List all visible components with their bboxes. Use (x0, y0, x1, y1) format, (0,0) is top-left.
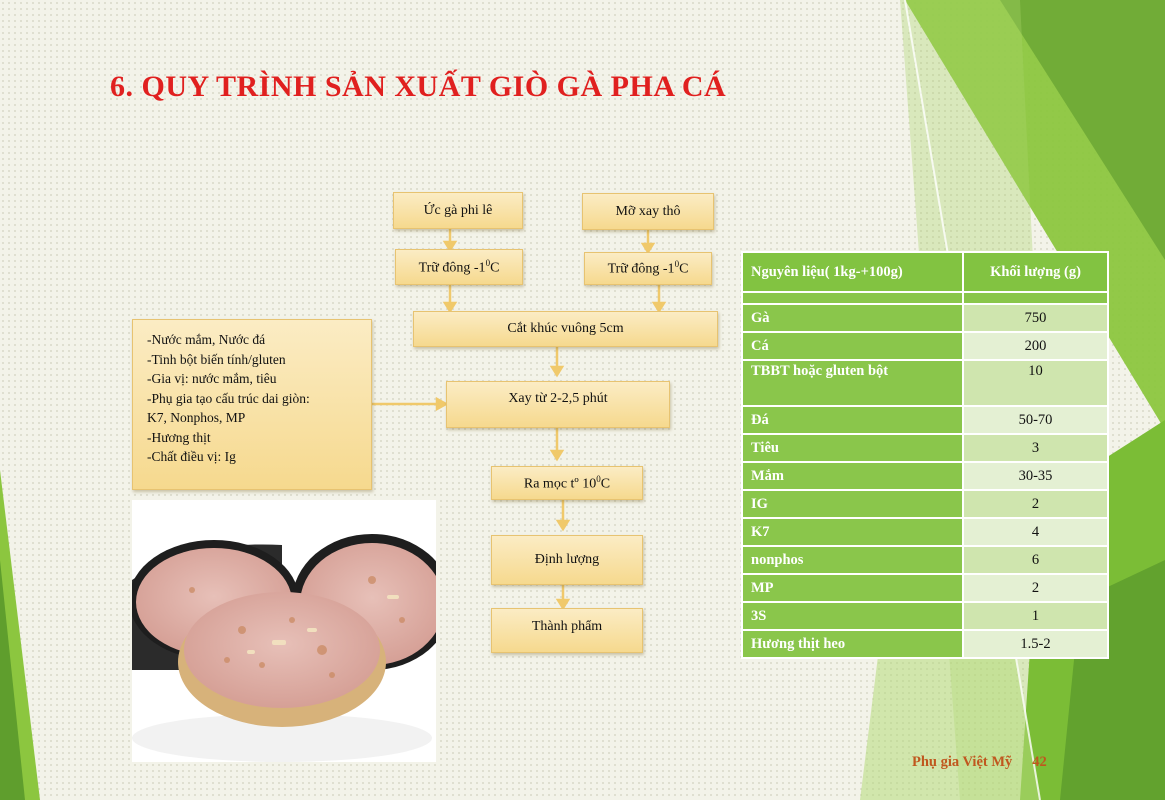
step-xay: Xay từ 2-2,5 phút (446, 381, 670, 428)
step-tru-dong-1: Trữ đông $-1^0C$ (395, 249, 523, 285)
footer-brand: Phụ gia Việt Mỹ (912, 754, 1013, 770)
page-title: 6. QUY TRÌNH SẢN XUẤT GIÒ GÀ PHA CÁ (110, 70, 727, 103)
step-mo-xay-tho: Mỡ xay thô (582, 193, 714, 230)
product-photo (132, 500, 436, 762)
additives-box (132, 319, 372, 490)
recipe-table (741, 251, 1109, 659)
step-uc-ga-phi-le: Ức gà phi lê (393, 192, 523, 229)
table-header-ingredient: Nguyên liệu( 1kg-+100g) (742, 252, 963, 292)
page-number: 42 (1032, 754, 1047, 770)
table-row: MP 2 (742, 574, 1108, 602)
footer (912, 754, 1047, 771)
step-thanh-pham: Thành phẩm (491, 608, 643, 653)
table-row: Mắm 30-35 (742, 462, 1108, 490)
table-row: IG 2 (742, 490, 1108, 518)
table-row: Gà 750 (742, 304, 1108, 332)
additive-line: -Nước mắm, Nước đá (147, 332, 266, 347)
step-cat-khuc: Cắt khúc vuông 5cm (413, 311, 718, 347)
step-ra-moc: Ra mọc tº $10^0C$ (491, 466, 643, 500)
table-row: TBBT hoặc gluten bột 10 (742, 360, 1108, 406)
table-header-amount: Khối lượng (g) (963, 252, 1108, 292)
table-row: nonphos 6 (742, 546, 1108, 574)
step-tru-dong-2: Trữ đông $-1^0C$ (584, 252, 712, 285)
additive-line: -Tinh bột biến tính/gluten (147, 351, 286, 367)
table-row: Cá 200 (742, 332, 1108, 360)
table-row: Hương thịt heo 1.5-2 (742, 630, 1108, 658)
table-row: Đá 50-70 (742, 406, 1108, 434)
additive-line: -Gia vị: nước mắm, tiêu (147, 371, 277, 386)
step-dinh-luong: Định lượng (491, 535, 643, 585)
additive-line: K7, Nonphos, MP (147, 410, 246, 425)
table-header-row (742, 252, 1108, 292)
table-row: K7 4 (742, 518, 1108, 546)
table-row: 3S 1 (742, 602, 1108, 630)
additive-line: -Phụ gia tạo cấu trúc dai giòn: (147, 390, 310, 406)
table-row: Tiêu 3 (742, 434, 1108, 462)
additive-line: -Hương thịt (147, 429, 211, 445)
additive-line: -Chất điều vị: Ig (147, 449, 236, 464)
